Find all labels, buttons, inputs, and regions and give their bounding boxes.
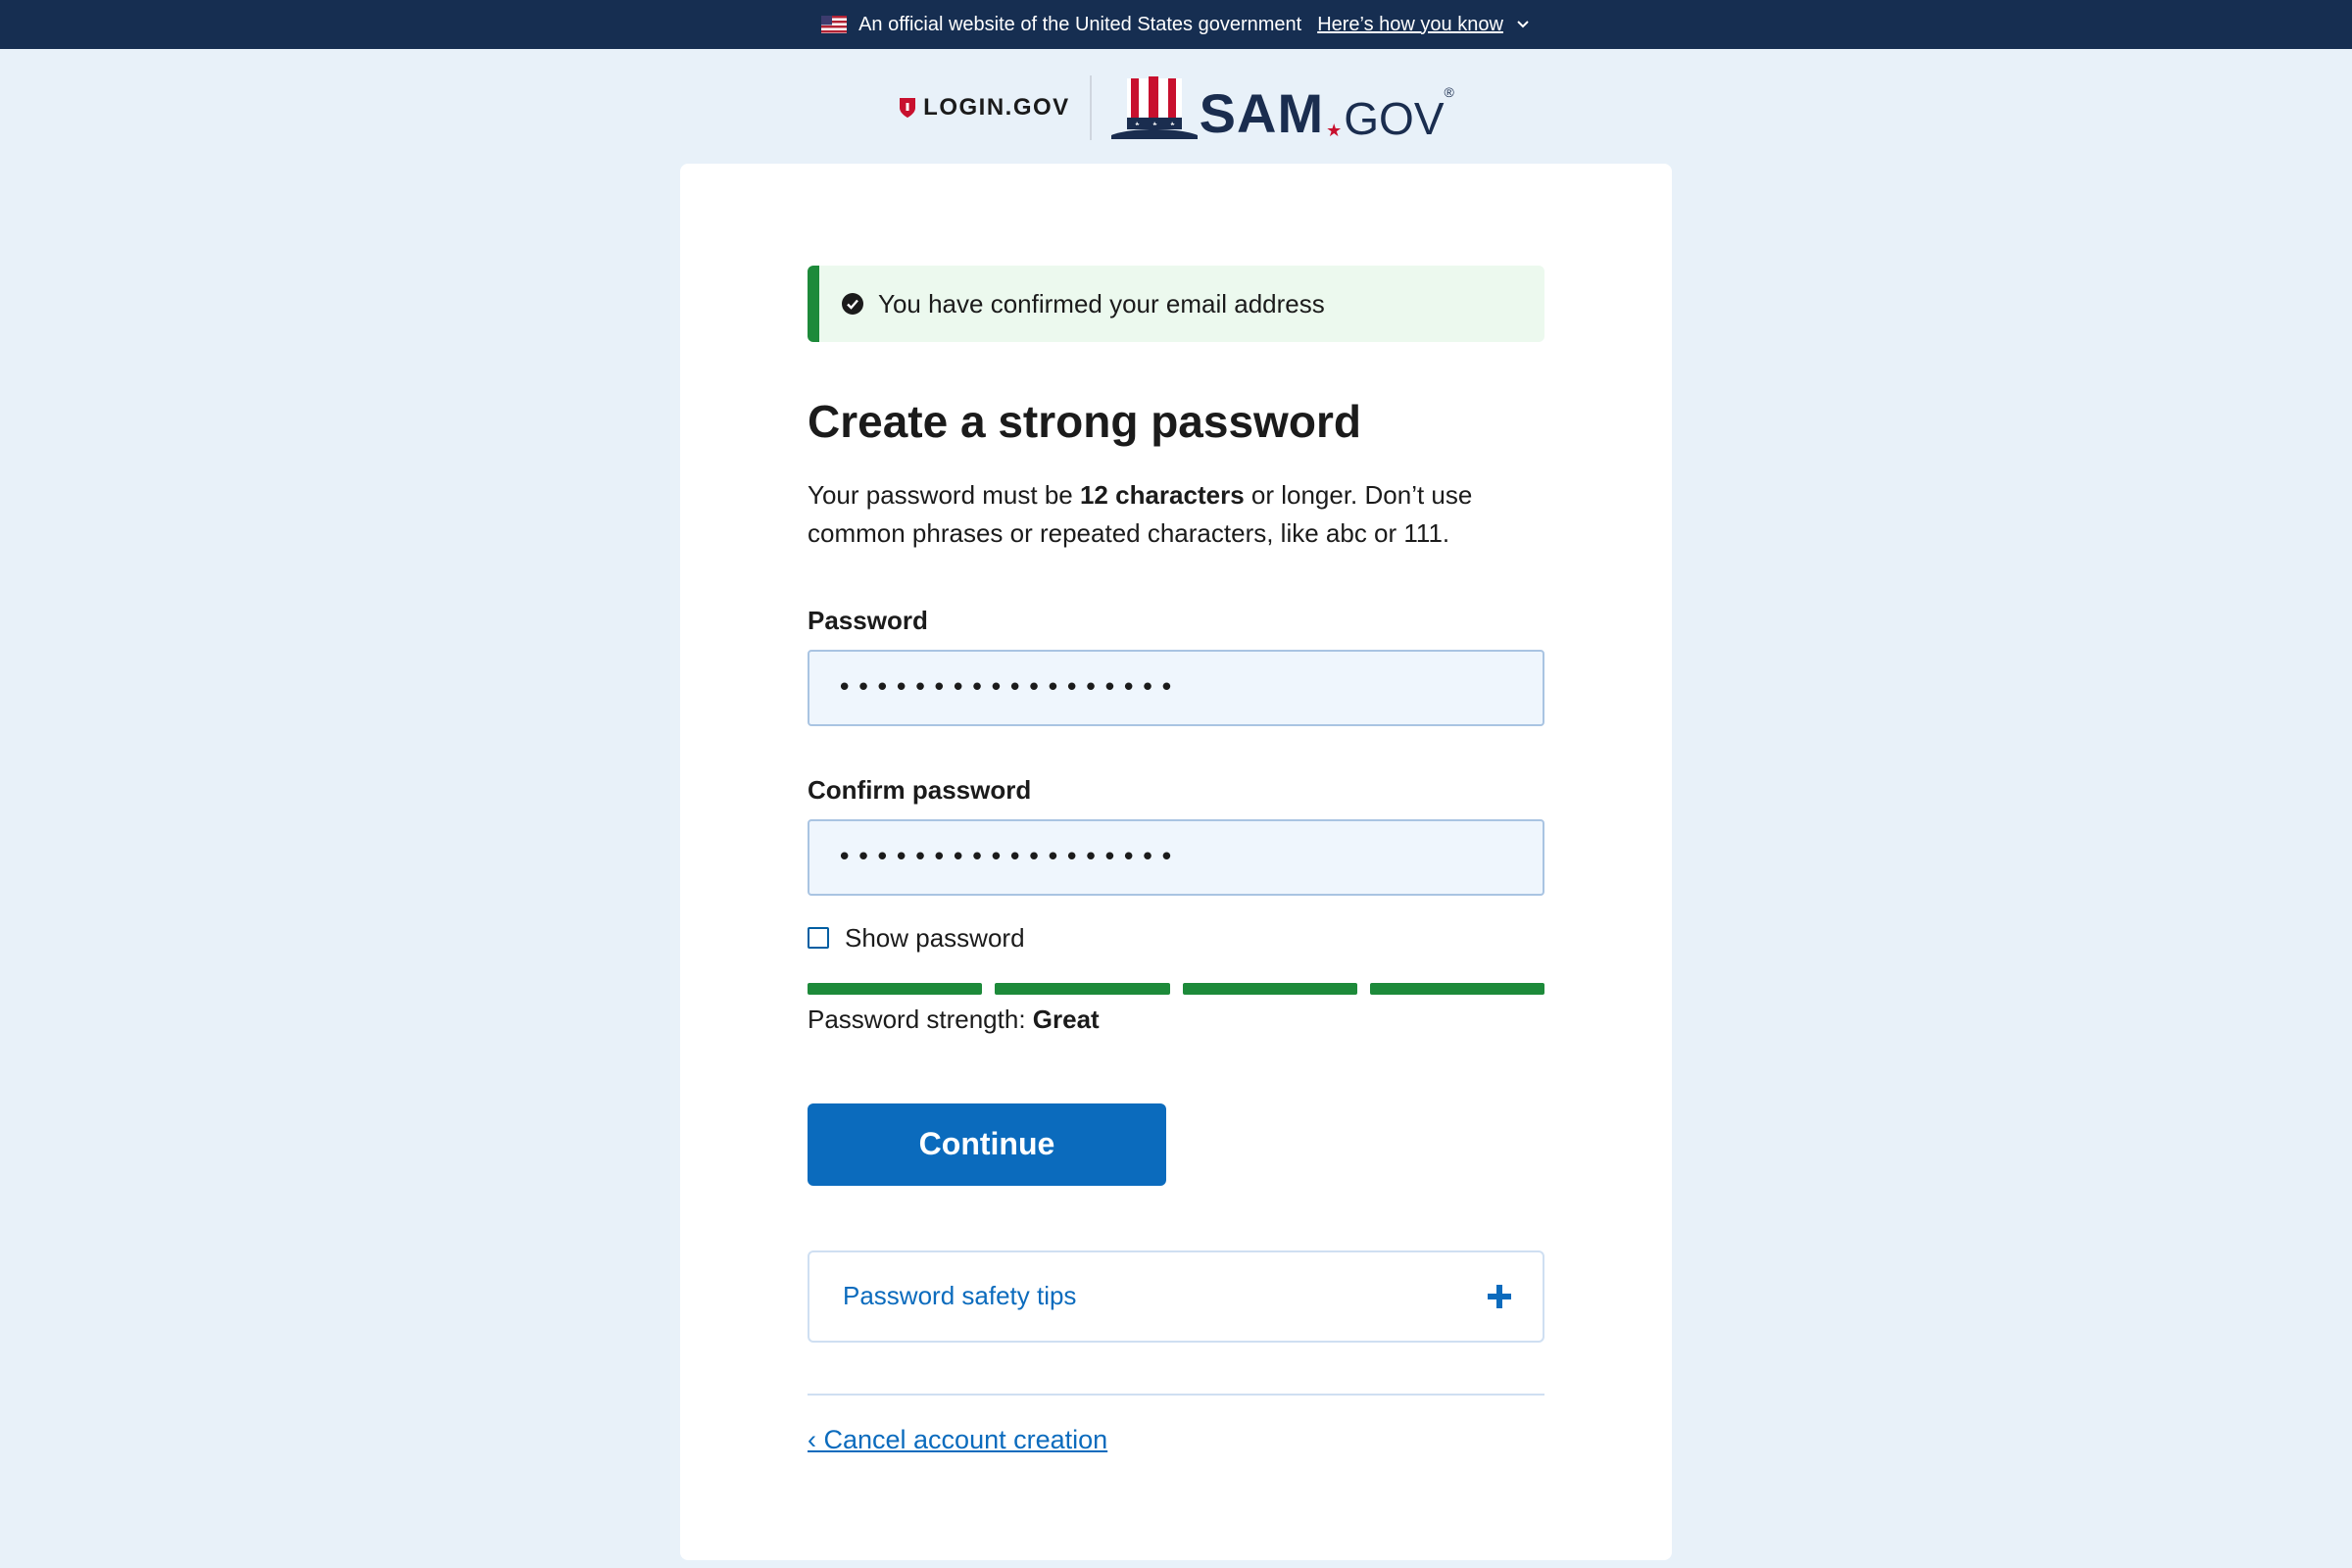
header-logos: [0, 69, 2352, 147]
logo-divider: [1090, 75, 1092, 140]
intro-post: or longer. Don’t use common phrases or repeated characters, like abc or 111.: [808, 479, 1473, 548]
how-you-know-link[interactable]: Here’s how you know: [1317, 13, 1503, 35]
strength-segment: [1370, 983, 1544, 995]
main-card: [680, 164, 1672, 1560]
show-password-label[interactable]: Show password: [845, 922, 1025, 953]
show-password-checkbox[interactable]: [808, 927, 829, 949]
strength-value: Great: [1032, 1004, 1100, 1034]
password-safety-tips-accordion[interactable]: [808, 1250, 1544, 1343]
check-circle-icon: [841, 292, 864, 316]
password-input[interactable]: [808, 650, 1544, 726]
success-alert: [808, 266, 1544, 342]
chevron-down-icon[interactable]: [1515, 17, 1531, 32]
gov-banner-text: An official website of the United States government: [858, 13, 1302, 35]
page-title: Create a strong password: [808, 396, 1361, 447]
sam-wordmark: SAM: [1199, 82, 1325, 144]
strength-segment: [1183, 983, 1357, 995]
card-content: [808, 266, 1544, 1455]
alert-text: You have confirmed your email address: [878, 288, 1325, 318]
strength-meter: [808, 983, 1544, 995]
strength-label: Password strength:: [808, 1004, 1033, 1034]
show-password-row[interactable]: [808, 923, 1544, 954]
shield-icon: [898, 96, 917, 120]
confirm-password-label: Confirm password: [808, 774, 1032, 805]
strength-segment: [995, 983, 1169, 995]
password-label: Password: [808, 605, 928, 635]
star-icon: ★: [1326, 121, 1343, 140]
uncle-sam-hat-icon: [1109, 74, 1200, 141]
login-gov-logo: [898, 94, 1070, 122]
gov-wordmark: GOV: [1344, 93, 1445, 144]
cancel-account-creation-link[interactable]: ‹ Cancel account creation: [808, 1424, 1108, 1454]
intro-pre: Your password must be: [808, 479, 1080, 510]
confirm-password-input[interactable]: [808, 819, 1544, 896]
divider: [808, 1394, 1544, 1396]
gov-banner: [0, 0, 2352, 49]
login-gov-text: LOGIN.GOV: [923, 94, 1070, 121]
tips-label[interactable]: Password safety tips: [843, 1281, 1077, 1311]
sam-gov-logo: [1109, 74, 1454, 144]
plus-icon[interactable]: [1486, 1283, 1513, 1310]
continue-button[interactable]: Continue: [808, 1103, 1166, 1186]
password-requirements: [808, 476, 1544, 553]
registered-mark: ®: [1444, 84, 1454, 100]
strength-text: [808, 1004, 1544, 1035]
us-flag-icon: [821, 16, 847, 33]
strength-segment: [808, 983, 982, 995]
intro-bold: 12 characters: [1079, 479, 1245, 510]
